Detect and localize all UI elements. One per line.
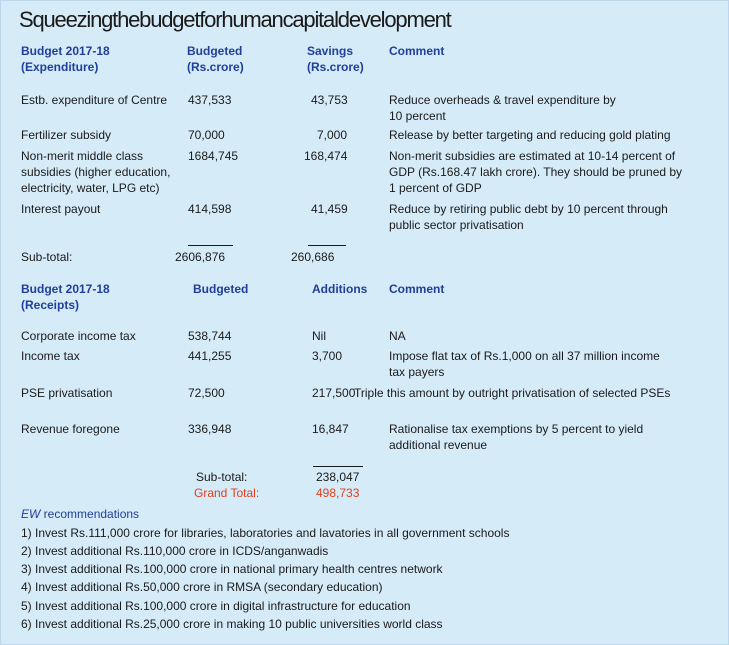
rec-header-comment: Comment	[389, 282, 445, 296]
exp-header-budgeted	[187, 43, 244, 75]
exp-row-savings: 7,000	[317, 128, 348, 142]
exp-header-savings-line2: (Rs.crore)	[307, 60, 364, 74]
exp-row-comment: Non-merit subsidies are estimated at 10-14 percent of GDP (Rs.168.47 lakh crore). They should be pruned by 1 percent of GDP	[389, 149, 683, 195]
rec-header-additions: Additions	[312, 282, 368, 296]
rec-row-budgeted: 441,255	[188, 349, 232, 363]
exp-header-budgeted-line1: Budgeted	[187, 44, 243, 58]
exp-row-item: Estb. expenditure of Centre	[21, 93, 168, 107]
rec-row-item: PSE privatisation	[21, 386, 113, 400]
exp-subtotal-label: Sub-total:	[21, 250, 73, 264]
rec-row-item: Income tax	[21, 349, 80, 363]
rec-subtotal-label: Sub-total:	[196, 470, 248, 484]
exp-subtotal-savings: 260,686	[291, 250, 335, 264]
exp-header-budgeted-line2: (Rs.crore)	[187, 60, 244, 74]
exp-row-item: Non-merit middle class subsidies (higher education, electricity, water, LPG etc)	[21, 149, 171, 195]
exp-row-savings: 168,474	[304, 149, 348, 163]
rec-row-comment	[354, 385, 674, 401]
exp-header-item-line1: Budget 2017-18	[21, 44, 110, 58]
recommendations-heading-prefix: EW	[21, 507, 41, 521]
rec-header-budgeted: Budgeted	[193, 282, 249, 296]
exp-subtotal-budgeted: 2606,876	[175, 250, 226, 264]
recommendation-item: 1) Invest Rs.111,000 crore for libraries, laboratories and lavatories in all government schools	[21, 526, 510, 540]
recommendation-item: 4) Invest additional Rs.50,000 crore in RMSA (secondary education)	[21, 580, 383, 594]
rec-row-item: Corporate income tax	[21, 329, 136, 343]
rec-row-budgeted: 538,744	[188, 329, 232, 343]
exp-subtotal-rule-budgeted	[188, 245, 233, 246]
rec-header-item-line1: Budget 2017-18	[21, 282, 110, 296]
recommendations-heading-suffix: recommendations	[40, 507, 140, 521]
exp-header-item-line2: (Expenditure)	[21, 60, 99, 74]
exp-row-item: Fertilizer subsidy	[21, 128, 112, 142]
rec-row-item: Revenue foregone	[21, 422, 120, 436]
exp-row-comment: Release by better targeting and reducing gold plating	[389, 128, 671, 142]
rec-row-comment: NA	[389, 329, 406, 343]
rec-row-additions: Nil	[312, 329, 326, 343]
exp-row-budgeted: 414,598	[188, 202, 232, 216]
rec-row-comment: Rationalise tax exemptions by 5 percent to yield additional revenue	[389, 422, 644, 452]
exp-row-budgeted: 70,000	[188, 128, 225, 142]
exp-header-savings	[307, 43, 364, 75]
rec-header-item	[21, 281, 110, 313]
recommendation-item: 5) Invest additional Rs.100,000 crore in digital infrastructure for education	[21, 599, 411, 613]
rec-subtotal-rule	[313, 466, 363, 467]
exp-row-comment: Reduce overheads & travel expenditure by 10 percent	[389, 93, 616, 123]
exp-header-comment: Comment	[389, 44, 445, 58]
recommendation-item: 3) Invest additional Rs.100,000 crore in national primary health centres network	[21, 562, 443, 576]
recommendation-item: 6) Invest additional Rs.25,000 crore in making 10 public universities world class	[21, 617, 443, 631]
exp-row-budgeted: 437,533	[188, 93, 232, 107]
rec-row-budgeted: 336,948	[188, 422, 232, 436]
exp-header-savings-line1: Savings	[307, 44, 354, 58]
exp-row-comment: Reduce by retiring public debt by 10 percent through public sector privatisation	[389, 202, 668, 232]
exp-row-budgeted: 1684,745	[188, 149, 239, 163]
rec-row-budgeted: 72,500	[188, 386, 225, 400]
rec-row-additions: 217,500	[312, 386, 356, 400]
rec-row-comment: Impose flat tax of Rs.1,000 on all 37 million income tax payers	[389, 349, 660, 379]
recommendation-item: 2) Invest additional Rs.110,000 crore in ICDS/anganwadis	[21, 544, 329, 558]
rec-row-additions: 16,847	[312, 422, 349, 436]
exp-row-savings: 43,753	[311, 93, 348, 107]
rec-subtotal-value: 238,047	[316, 470, 360, 484]
exp-subtotal-rule-savings	[308, 245, 346, 246]
grand-total-value: 498,733	[316, 486, 360, 500]
rec-header-item-line2: (Receipts)	[21, 298, 80, 312]
rec-row-comment-text: Triple this amount by outright privatisation of selected PSEs	[354, 386, 671, 400]
exp-row-item: Interest payout	[21, 202, 101, 216]
recommendations-heading	[21, 506, 139, 522]
grand-total-label: Grand Total:	[194, 486, 260, 500]
rec-row-additions: 3,700	[312, 349, 343, 363]
exp-header-item	[21, 43, 110, 75]
exp-row-savings: 41,459	[311, 202, 348, 216]
page-title: Squeezingthebudgetforhumancapitaldevelopment	[19, 7, 451, 32]
